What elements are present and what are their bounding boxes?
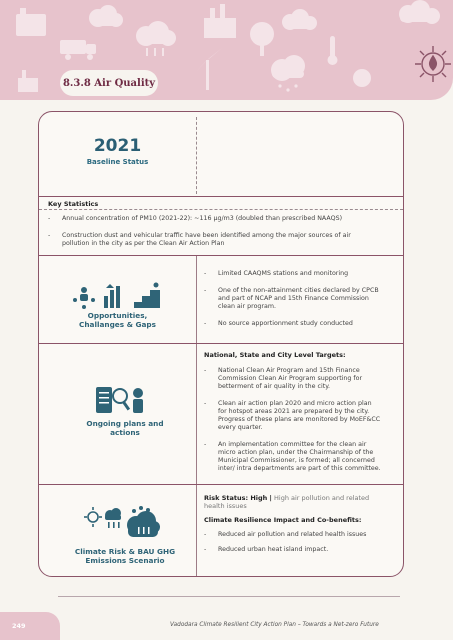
divider-line (39, 484, 403, 485)
sun-gear-icon (84, 507, 102, 527)
climbing-stairs-icon (134, 283, 160, 309)
page-number: 249 (12, 622, 26, 630)
list-item: - Reduced urban heat island impact. (204, 546, 329, 553)
list-item-continuation: clean air program. (218, 303, 277, 310)
divider-line (39, 255, 403, 256)
divider-line (39, 343, 403, 344)
list-item-continuation: betterment of air quality in the city. (218, 383, 331, 390)
list-item: - Clean air action plan 2020 and micro action plan (204, 400, 372, 407)
footer-text: Vadodara Climate Resilient City Action Plan – Towards a Net-zero Future (170, 622, 379, 628)
page-number-tab (0, 612, 60, 640)
list-item-continuation: Progress of these plans are monitored by MoEF&CC (218, 416, 381, 423)
list-item: - Construction dust and vehicular traffic have been identified among the major sources of air (48, 232, 351, 239)
list-item-continuation: pollution in the city as per the Clean Air Action Plan (62, 240, 225, 247)
baseline-year: 2021 (93, 136, 142, 156)
factory-icon (18, 70, 38, 92)
list-item-continuation: inter/ intra departments are part of this committee. (218, 465, 381, 472)
risk-status-label: Risk Status: High | (204, 494, 272, 502)
rain-cloud-icon (105, 508, 121, 528)
network-people-icon (73, 287, 95, 309)
sun-icon (353, 69, 371, 87)
section-title-pill (60, 70, 158, 96)
section-title: 8.3.8 Air Quality (62, 77, 156, 89)
cloud-icon (282, 9, 317, 30)
list-item-continuation: Commission Clean Air Program supporting for (218, 375, 363, 382)
list-item-continuation: micro action plan, under the Chairmanship of the (218, 449, 374, 456)
footer-line (58, 596, 400, 597)
list-item: - Limited CAAQMS stations and monitoring (204, 270, 349, 277)
ongoing-plans-icon (94, 385, 148, 415)
thermometer-icon (328, 36, 338, 65)
person-icon (133, 388, 143, 398)
risk-status-text: High air pollution and related (274, 494, 370, 502)
list-item-continuation: for hotspot areas 2021 are prepared by the city. (218, 408, 370, 415)
cloud-icon (399, 0, 440, 24)
opportunities-icons (72, 282, 168, 310)
list-item: - No source apportionment study conducted (204, 320, 353, 327)
key-statistics-dashed-line (39, 209, 403, 210)
magnifier-icon (113, 389, 127, 403)
rain-cloud-icon (136, 21, 176, 56)
key-statistics-heading: Key Statistics (48, 200, 99, 208)
list-item-continuation: and part of NCAP and 15th Finance Commission (218, 295, 369, 302)
globe-drop-icon (415, 46, 451, 82)
opportunities-title: Opportunities, Challanges & Gaps (78, 311, 157, 329)
wind-turbine-icon (196, 48, 222, 90)
divider-line (39, 196, 403, 197)
factory-icon (204, 4, 236, 38)
risk-status (204, 494, 400, 510)
baseline-label: Baseline Status (86, 158, 149, 166)
baseline-divider (196, 117, 197, 194)
resilience-heading: Climate Resilience Impact and Co-benefits: (204, 516, 362, 524)
list-item: - Annual concentration of PM10 (2021-22): ~116 μg/m3 (doubled than prescribed NAAQS) (48, 215, 343, 222)
rain-cloud-icon (271, 55, 305, 92)
tree-icon (250, 22, 274, 56)
truck-icon (60, 40, 96, 60)
list-item: - One of the non-attainment cities declared by CPCB (204, 287, 379, 294)
cloud-icon (89, 5, 123, 27)
targets-heading: National, State and City Level Targets: (204, 351, 346, 359)
risk-status-text-2: health issues (204, 502, 247, 510)
row-divider (196, 256, 197, 343)
list-item: - National Clean Air Program and 15th Finance (204, 367, 360, 374)
list-item-continuation: Municipal Commissioner, is formed; all concerned (218, 457, 375, 464)
climate-risk-icons (84, 505, 160, 539)
list-item-continuation: every quarter. (218, 424, 263, 431)
ongoing-title: Ongoing plans and actions (86, 419, 164, 437)
building-icon (16, 8, 46, 36)
clipboard-icon (96, 387, 112, 413)
list-item: - Reduced air pollution and related health issues (204, 531, 367, 538)
row-divider (196, 344, 197, 484)
list-item: - An implementation committee for the clean air (204, 441, 367, 448)
climate-risk-title: Climate Risk & BAU GHG Emissions Scenario (74, 547, 176, 565)
chart-people-icon (104, 284, 120, 308)
